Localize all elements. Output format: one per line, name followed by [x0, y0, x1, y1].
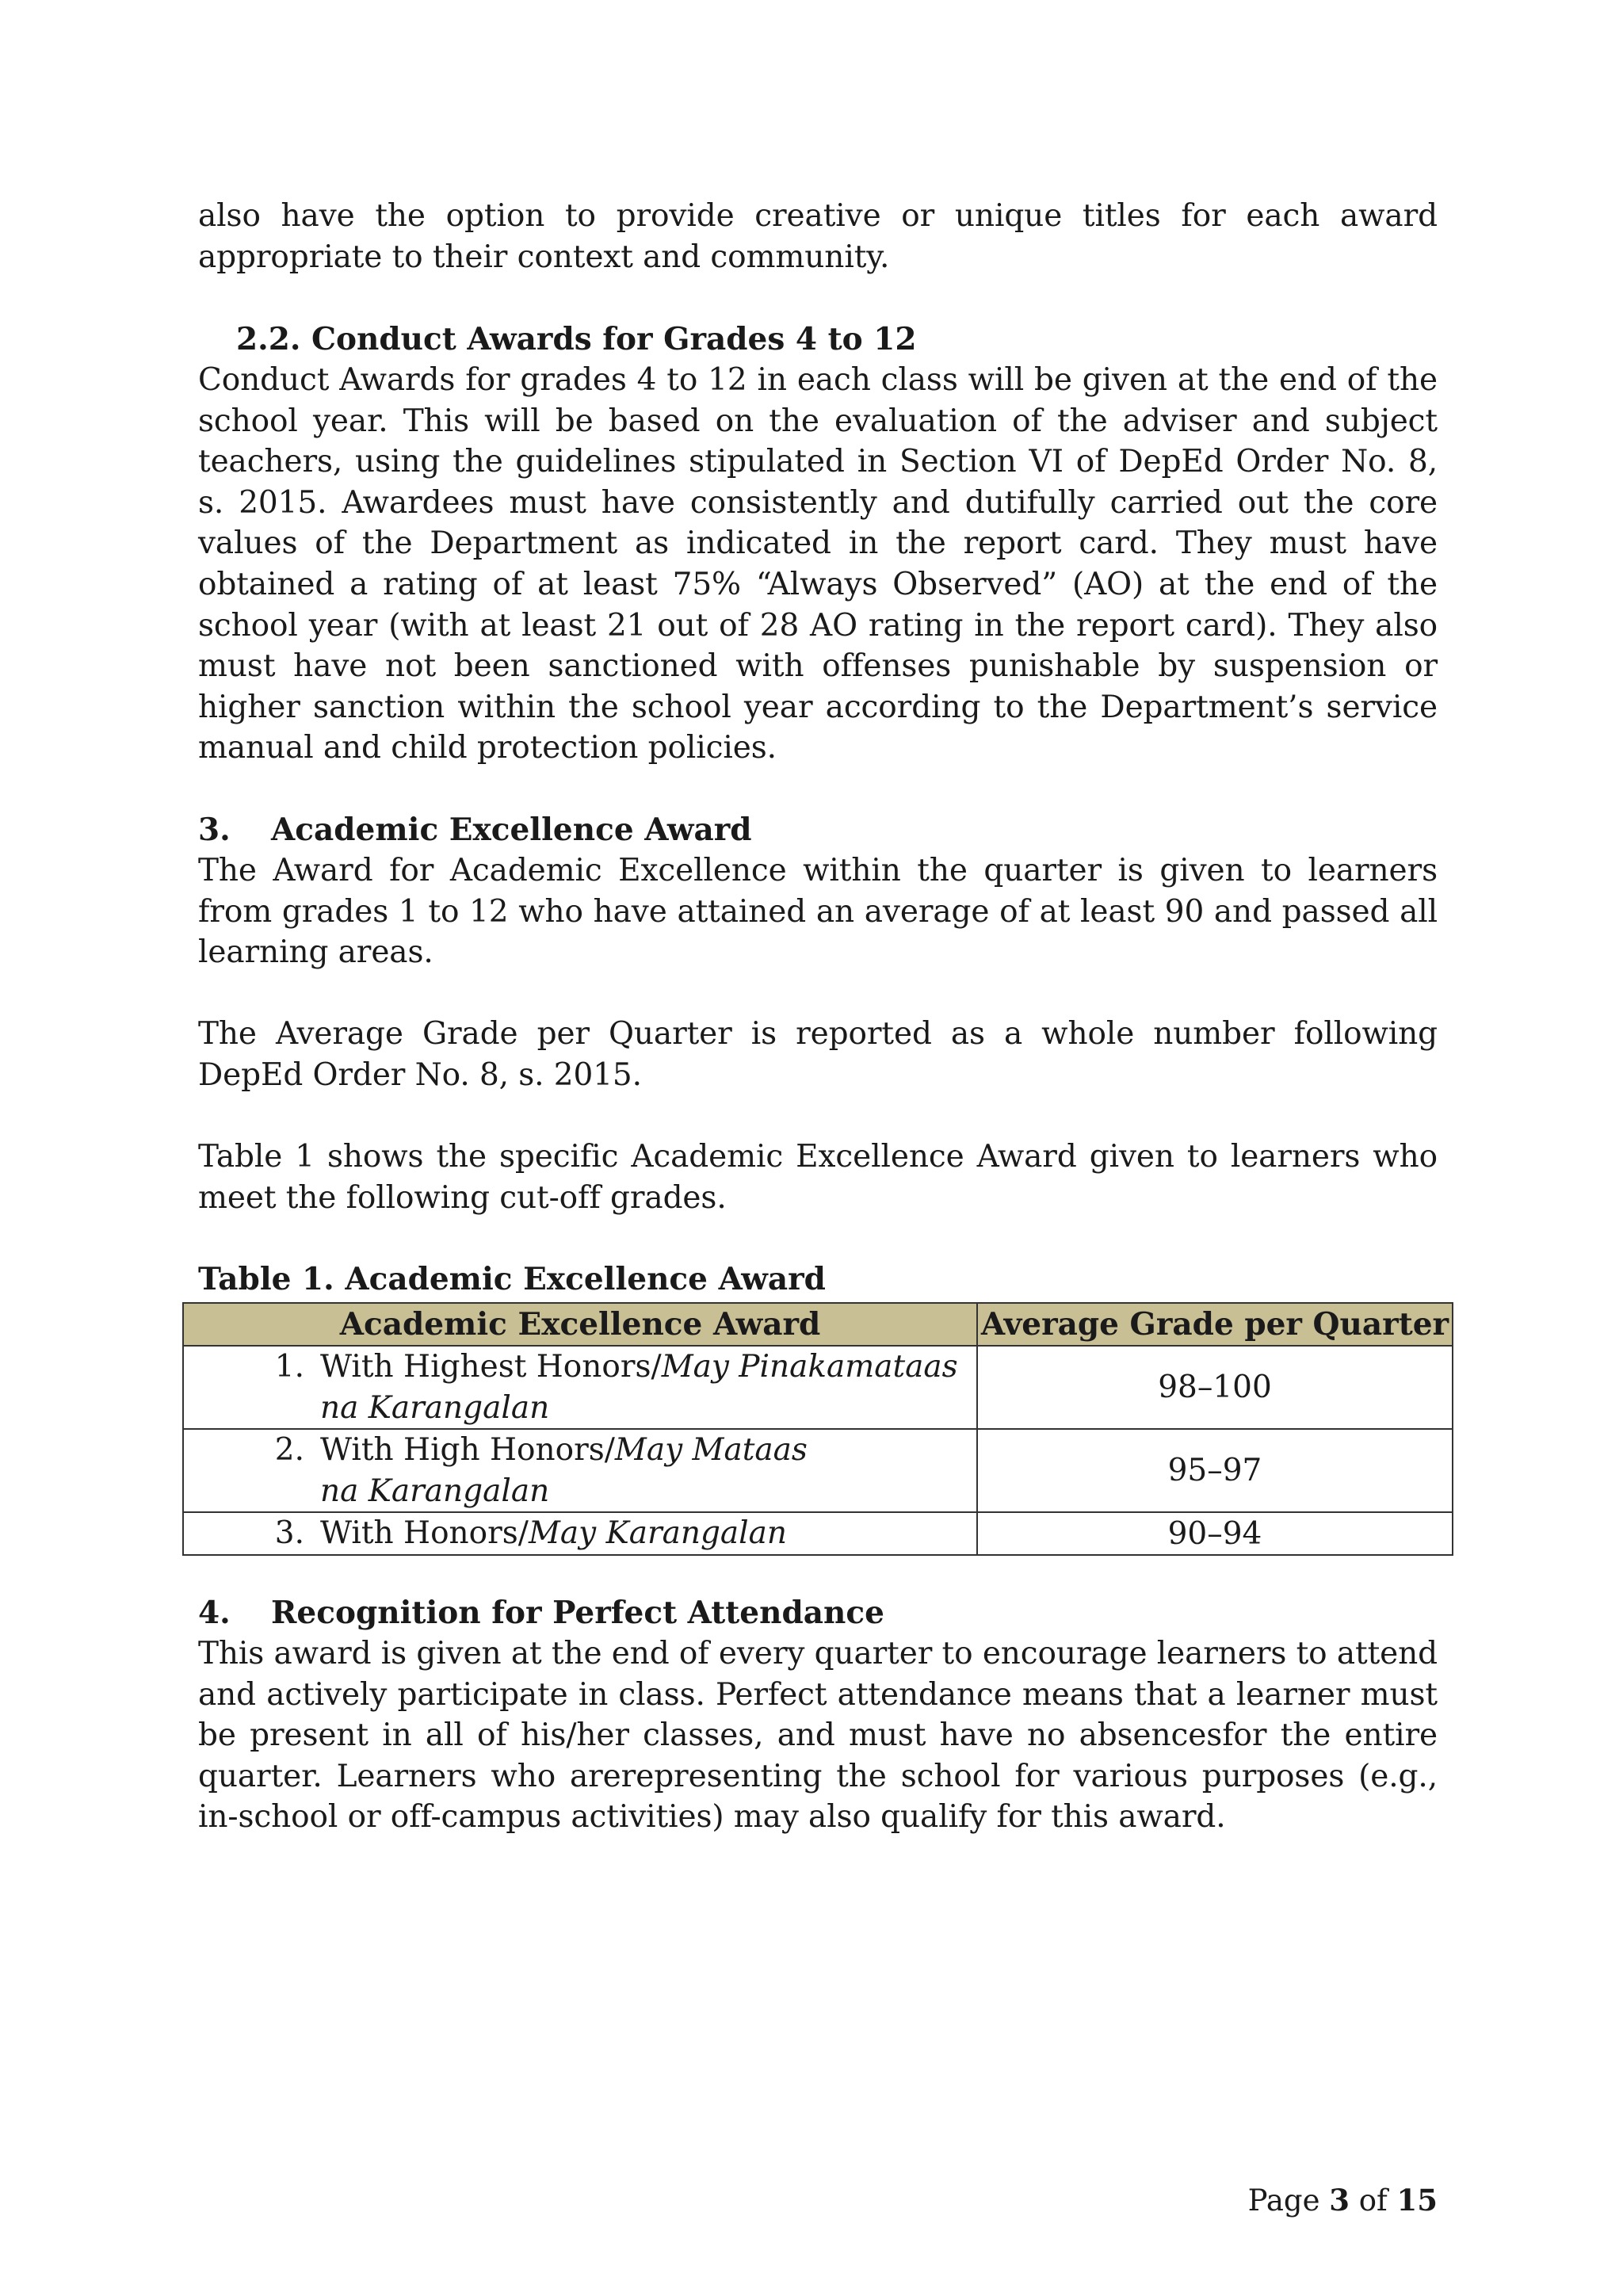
grade-cell: 90–94: [977, 1512, 1453, 1555]
attendance-paragraph: This award is given at the end of every quarter to encourage learners to attend and actively participate in class. Perfect attendance means that a learner must be present in all of his/her classes, and must have no absencesfor the entire quarter. Learners who arerepresenting the school for various purposes (e.g., in-school or off-campus activities) may also qualify for this award.: [198, 1636, 1438, 1836]
page-number: [1248, 2183, 1438, 2218]
award-cell: [183, 1512, 977, 1555]
attendance-heading-title: Recognition for Perfect Attendance: [271, 1595, 884, 1631]
page-number-current: 3: [1329, 2183, 1350, 2218]
page-number-of: of: [1358, 2183, 1388, 2218]
table-header-award: Academic Excellence Award: [183, 1303, 977, 1346]
award-number: 1.: [274, 1349, 304, 1385]
table-row: [183, 1429, 1453, 1512]
academic-paragraph-2: The Average Grade per Quarter is reported as a whole number following DepEd Order No. 8, s. 2015.: [198, 1016, 1438, 1093]
award-cell: [183, 1429, 977, 1512]
conduct-paragraph: Conduct Awards for grades 4 to 12 in each class will be given at the end of the school year. This will be based on the evaluation of the adviser and subject teachers, using the guidelines stipulated in Section VI of DepEd Order No. 8, s. 2015. Awardees must have consistently and dutifully carried out the core values of the Department as indicated in the report card. They must have obtained a rating of at least 75% “Always Observed” (AO) at the end of the school year (with at least 21 out of 28 AO rating in the report card). They also must have not been sanctioned with offenses punishable by suspension or higher sanction within the school year according to the Department’s service manual and child protection policies.: [198, 362, 1438, 766]
award-name: With Honors/: [320, 1515, 529, 1552]
academic-heading-number: 3.: [198, 812, 231, 848]
table-row: [183, 1512, 1453, 1555]
award-name: With High Honors/: [320, 1432, 615, 1469]
page-number-prefix: Page: [1247, 2183, 1320, 2218]
academic-paragraph-1: The Award for Academic Excellence within the quarter is given to learners from grades 1 to 12 who have attained an average of at least 90 and passed all learning areas.: [198, 853, 1438, 971]
table-caption: Table 1. Academic Excellence Award: [198, 1261, 826, 1297]
academic-heading-title: Academic Excellence Award: [271, 812, 752, 848]
conduct-heading: 2.2. Conduct Awards for Grades 4 to 12: [236, 321, 917, 357]
table-header-grade: Average Grade per Quarter: [977, 1303, 1453, 1346]
award-number: 3.: [274, 1515, 304, 1552]
intro-paragraph: also have the option to provide creative or unique titles for each award appropriate to their context and community.: [198, 198, 1438, 275]
award-name-filipino: May Mataas na Karangalan: [320, 1432, 808, 1509]
academic-excellence-table: [182, 1302, 1453, 1556]
award-cell: [183, 1346, 977, 1429]
award-name-filipino: May Karangalan: [528, 1515, 788, 1552]
attendance-heading: [198, 1593, 884, 1634]
award-name-filipino: May Pinakamataas na Karangalan: [320, 1349, 958, 1426]
table-row: [183, 1346, 1453, 1429]
academic-heading: [198, 810, 752, 851]
award-name: With Highest Honors/: [320, 1349, 662, 1385]
academic-paragraph-3: Table 1 shows the specific Academic Excellence Award given to learners who meet the following cut-off grades.: [198, 1139, 1438, 1216]
attendance-heading-number: 4.: [198, 1595, 231, 1631]
award-number: 2.: [274, 1432, 304, 1469]
page-number-total: 15: [1396, 2183, 1438, 2218]
table-header-row: [183, 1303, 1453, 1346]
grade-cell: 95–97: [977, 1429, 1453, 1512]
grade-cell: 98–100: [977, 1346, 1453, 1429]
